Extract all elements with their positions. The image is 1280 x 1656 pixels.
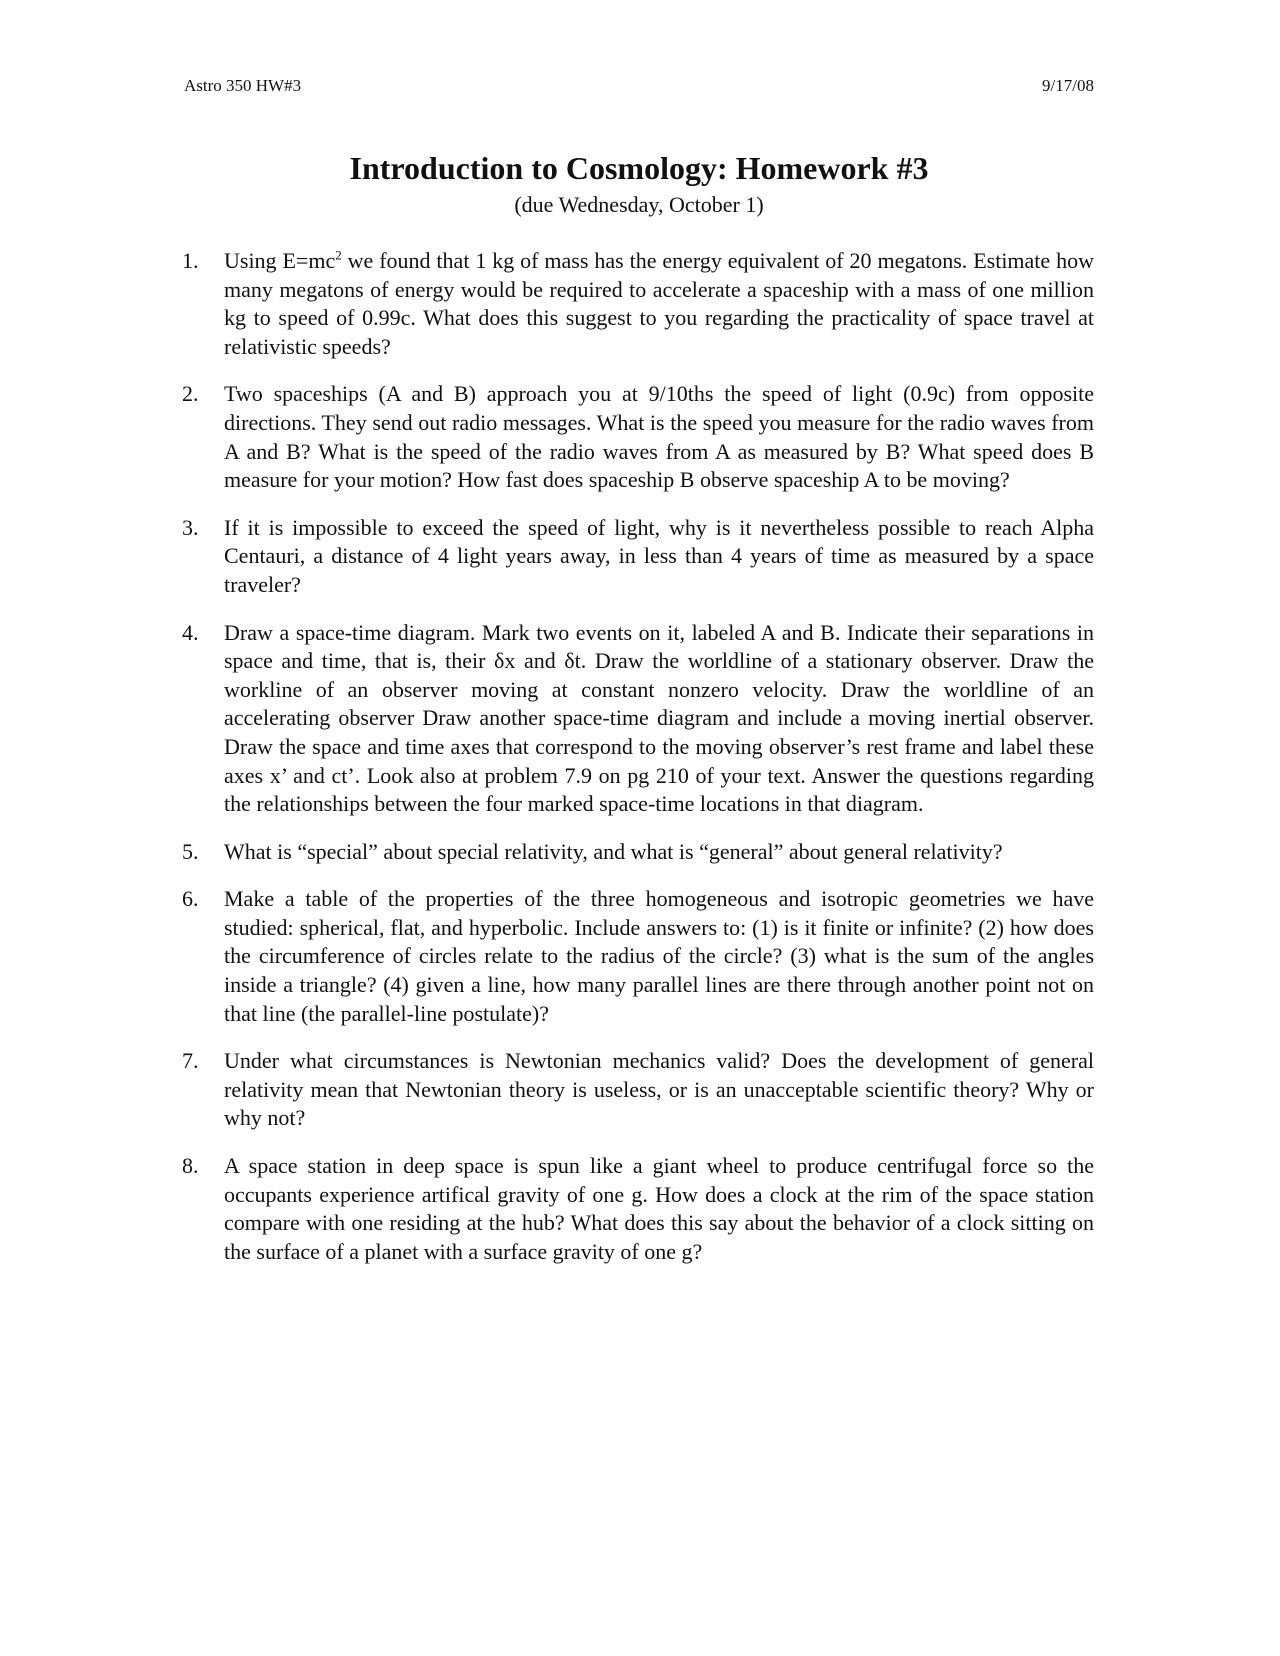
problem-text: Make a table of the properties of the three homogeneous and isotropic geometries we have studied: spherical, flat, and hyperbolic. Include answers to: (1) is it finite or infinite? (2) how does the circumference of circles relate to the radius of the circle? (3) what is the sum of the angles inside a triangle? (4) given a line, how many parallel lines are there through another point not on that line (the parallel-line postulate)?: [224, 886, 1094, 1026]
problem-item-7: [182, 1047, 1094, 1133]
problem-number: 6.: [182, 886, 199, 912]
course-label: Astro 350 HW#3: [184, 76, 302, 95]
problem-number: 8.: [182, 1153, 199, 1179]
problem-text: What is “special” about special relativity, and what is “general” about general relativity?: [224, 838, 1003, 864]
problem-text: Using $E=mc^2$ we found that 1 kg of mass has the energy equivalent of 20 megatons. Estimate how many megatons of energy would be required to accelerate a spaceship with a mass of one million kg to speed of 0.99c. What does this suggest to you regarding the practicality of space travel at relativistic speeds?: [224, 247, 1094, 359]
problem-text: Two spaceships (A and B) approach you at 9/10ths the speed of light (0.9c) from opposite directions. They send out radio messages. What is the speed you measure for the radio waves from A and B? What is the speed of the radio waves from A as measured by B? What speed does B measure for your motion? How fast does spaceship B observe spaceship A to be moving?: [224, 381, 1094, 493]
header-date: 9/17/08: [1042, 76, 1094, 95]
problem-number: 4.: [182, 619, 199, 645]
problem-number: 5.: [182, 838, 199, 864]
page-title: Introduction to Cosmology: Homework #3: [349, 150, 929, 186]
problem-number: 2.: [182, 381, 199, 407]
problem-item-6: [182, 885, 1094, 1028]
problem-item-2: [182, 380, 1094, 494]
problem-text: Under what circumstances is Newtonian mechanics valid? Does the development of general relativity mean that Newtonian theory is useless, or is an unacceptable scientific theory? Why or why not?: [224, 1048, 1094, 1131]
problem-text: Draw a space-time diagram. Mark two events on it, labeled A and B. Indicate their separations in space and time, that is, their δx and δt. Draw the worldline of a stationary observer. Draw the workline of an observer moving at constant nonzero velocity. Draw the worldline of an accelerating observer Draw another space-time diagram and include a moving inertial observer. Draw the space and time axes that correspond to the moving observer’s rest frame and label these axes x’ and ct’. Look also at problem 7.9 on pg 210 of your text. Answer the questions regarding the relationships between the four marked space-time locations in that diagram.: [224, 619, 1094, 817]
due-date-subtitle: (due Wednesday, October 1): [514, 192, 764, 217]
problem-item-3: [182, 514, 1094, 600]
problem-number: 7.: [182, 1048, 199, 1074]
problem-list: [182, 247, 1094, 1285]
problem-text: A space station in deep space is spun like a giant wheel to produce centrifugal force so the occupants experience artifical gravity of one g. How does a clock at the rim of the space station compare with one residing at the hub? What does this say about the behavior of a clock sitting on the surface of a planet with a surface gravity of one g?: [224, 1153, 1094, 1264]
page-header: [184, 74, 1094, 104]
problem-item-5: [182, 838, 1094, 867]
problem-item-4: [182, 619, 1094, 819]
problem-text: If it is impossible to exceed the speed of light, why is it nevertheless possible to reach Alpha Centauri, a distance of 4 light years away, in less than 4 years of time as measured by a space traveler?: [224, 514, 1094, 597]
exponent: 2: [335, 247, 342, 263]
problem-number: 1.: [182, 248, 199, 273]
problem-number: 3.: [182, 514, 199, 540]
problem-item-1: [182, 247, 1094, 361]
problem-item-8: [182, 1152, 1094, 1266]
